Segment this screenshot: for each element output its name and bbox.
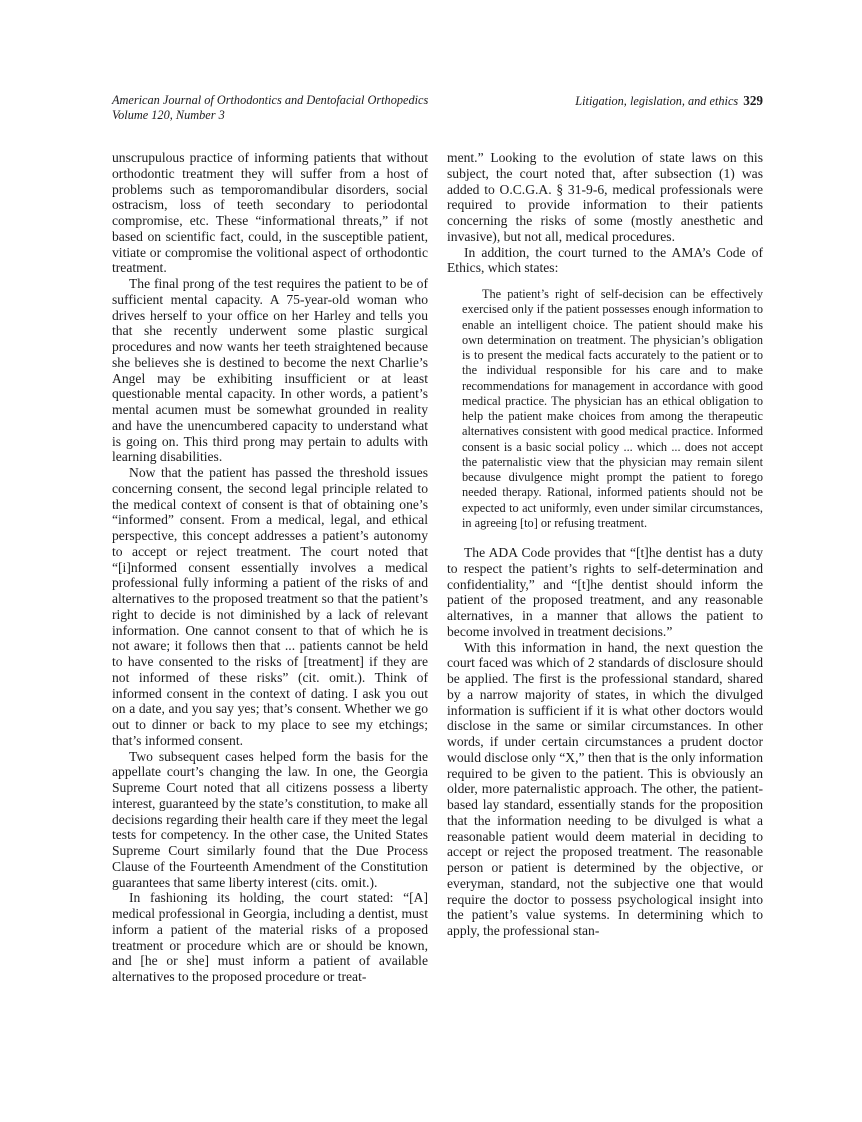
- paragraph: Now that the patient has passed the threshold issues concerning consent, the second legal principle related to the medical context of consent is that of obtaining one’s “informed” consent. From a medical, legal, and ethical perspective, this concept addresses a patient’s autonomy to accept or reject treatment. The court noted that “[i]nformed consent essentially involves a medical professional fully informing a patient of the risks of and alternatives to the proposed treatment so that the patient’s right to decide is not diminished by a lack of relevant information. One cannot consent to that of which he is not aware; it follows then that ... patients cannot be held to have consented to the risks of [treatment] if they are not informed of these risks” (cit. omit.). Think of informed consent in the context of dating. I ask you out on a date, and you say yes; that’s consent. Whether we go out to dinner or back to my place to see my etchings; that’s informed consent.: [112, 465, 428, 748]
- running-head-right: [575, 93, 763, 109]
- page-number: 329: [743, 93, 763, 108]
- journal-title: American Journal of Orthodontics and Dentofacial Orthopedics: [112, 93, 429, 107]
- paragraph: In addition, the court turned to the AMA’s Code of Ethics, which states:: [447, 244, 763, 276]
- paragraph: With this information in hand, the next question the court faced was which of 2 standards of disclosure should be applied. The first is the professional standard, shared by a narrow majority of states, in which the divulged information is sufficient if it is what other doctors would disclose in the same or similar circumstances. In other words, if under certain circumstances a prudent doctor would disclose only “X,” then that is the only information required to be given to the patient. This is obviously an older, more paternalistic approach. The other, the patient-based lay standard, essentially stands for the proposition that the information needing to be divulged is what a reasonable patient would deem material in deciding to accept or reject the proposed treatment. The reasonable person or patient is determined by the objective, or everyman, standard, not the subjective one that would require the doctor to possess psychological insight into the patient’s value systems. In determining which to apply, the professional stan-: [447, 639, 763, 938]
- volume-info: Volume 120, Number 3: [112, 108, 225, 122]
- paragraph: Two subsequent cases helped form the basis for the appellate court’s changing the law. In one, the Georgia Supreme Court noted that all citizens possess a liberty interest, guaranteed by the state’s constitution, to make all decisions regarding their health care if they meet the legal tests for competency. In the other case, the United States Supreme Court similarly found that the Due Process Clause of the Fourteenth Amendment of the Constitution guarantees that same liberty interest (cits. omit.).: [112, 748, 428, 890]
- running-head-left: [112, 93, 428, 123]
- ama-code-of-ethics-quote: The patient’s right of self-decision can be effectively exercised only if the patient possesses enough information to enable an intelligent choice. The patient should make his own determination on treatment. The physician’s obligation is to present the medical facts accurately to the patient or to the individual responsible for his care and to make recommendations for management in accordance with good medical practice. The physician has an ethical obligation to help the patient make choices from among the therapeutic alternatives consistent with good medical practice. Informed consent is a basic social policy ... which ... does not accept the paternalistic view that the physician may remain silent because divulgence might prompt the patient to forego needed therapy. Rational, informed patients should not be expected to act uniformly, even under similar circumstances, in agreeing [to] or refusing treatment.: [462, 287, 763, 530]
- paragraph: unscrupulous practice of informing patients that without orthodontic treatment they will suffer from a host of problems such as temporomandibular disorders, social ostracism, loss of teeth secondary to periodontal compromise, etc. These “informational threats,” if not based on scientific fact, could, in the susceptible patient, vitiate or compromise the volitional aspect of orthodontic treatment.: [112, 150, 428, 276]
- right-column: [447, 150, 763, 985]
- paragraph: The ADA Code provides that “[t]he dentist has a duty to respect the patient’s rights to self-determination and confidentiality,” and “[t]he dentist should inform the patient of the proposed treatment, and any reasonable alternatives, in a manner that allows the patient to become involved in treatment decisions.”: [447, 545, 763, 639]
- section-title: Litigation, legislation, and ethics: [575, 94, 739, 108]
- paragraph: The final prong of the test requires the patient to be of sufficient mental capacity. A 75-year-old woman who drives herself to your office on her Harley and tells you that she recently underwent some plastic surgical procedures and now wants her teeth straightened because she believes she is destined to become the next Charlie’s Angel may be exhibiting insufficient or at least questionable mental capacity. In other words, a patient’s mental acumen must be somewhat grounded in reality and have the unencumbered capacity to understand what is going on. This third prong may pertain to adults with learning disabilities.: [112, 276, 428, 465]
- paragraph: In fashioning its holding, the court stated: “[A] medical professional in Georgia, including a dentist, must inform a patient of the material risks of a proposed treatment or procedure which are or should be known, and [he or she] must inform a patient of available alternatives to the proposed procedure or treat-: [112, 890, 428, 984]
- article-body: [112, 150, 763, 985]
- left-column: [112, 150, 428, 985]
- paragraph: ment.” Looking to the evolution of state laws on this subject, the court noted that, after subsection (1) was added to O.C.G.A. § 31-9-6, medical professionals were required to provide information to their patients concerning the risks of some (mostly anesthetic and invasive), but not all, medical procedures.: [447, 150, 763, 244]
- running-head: [112, 93, 763, 123]
